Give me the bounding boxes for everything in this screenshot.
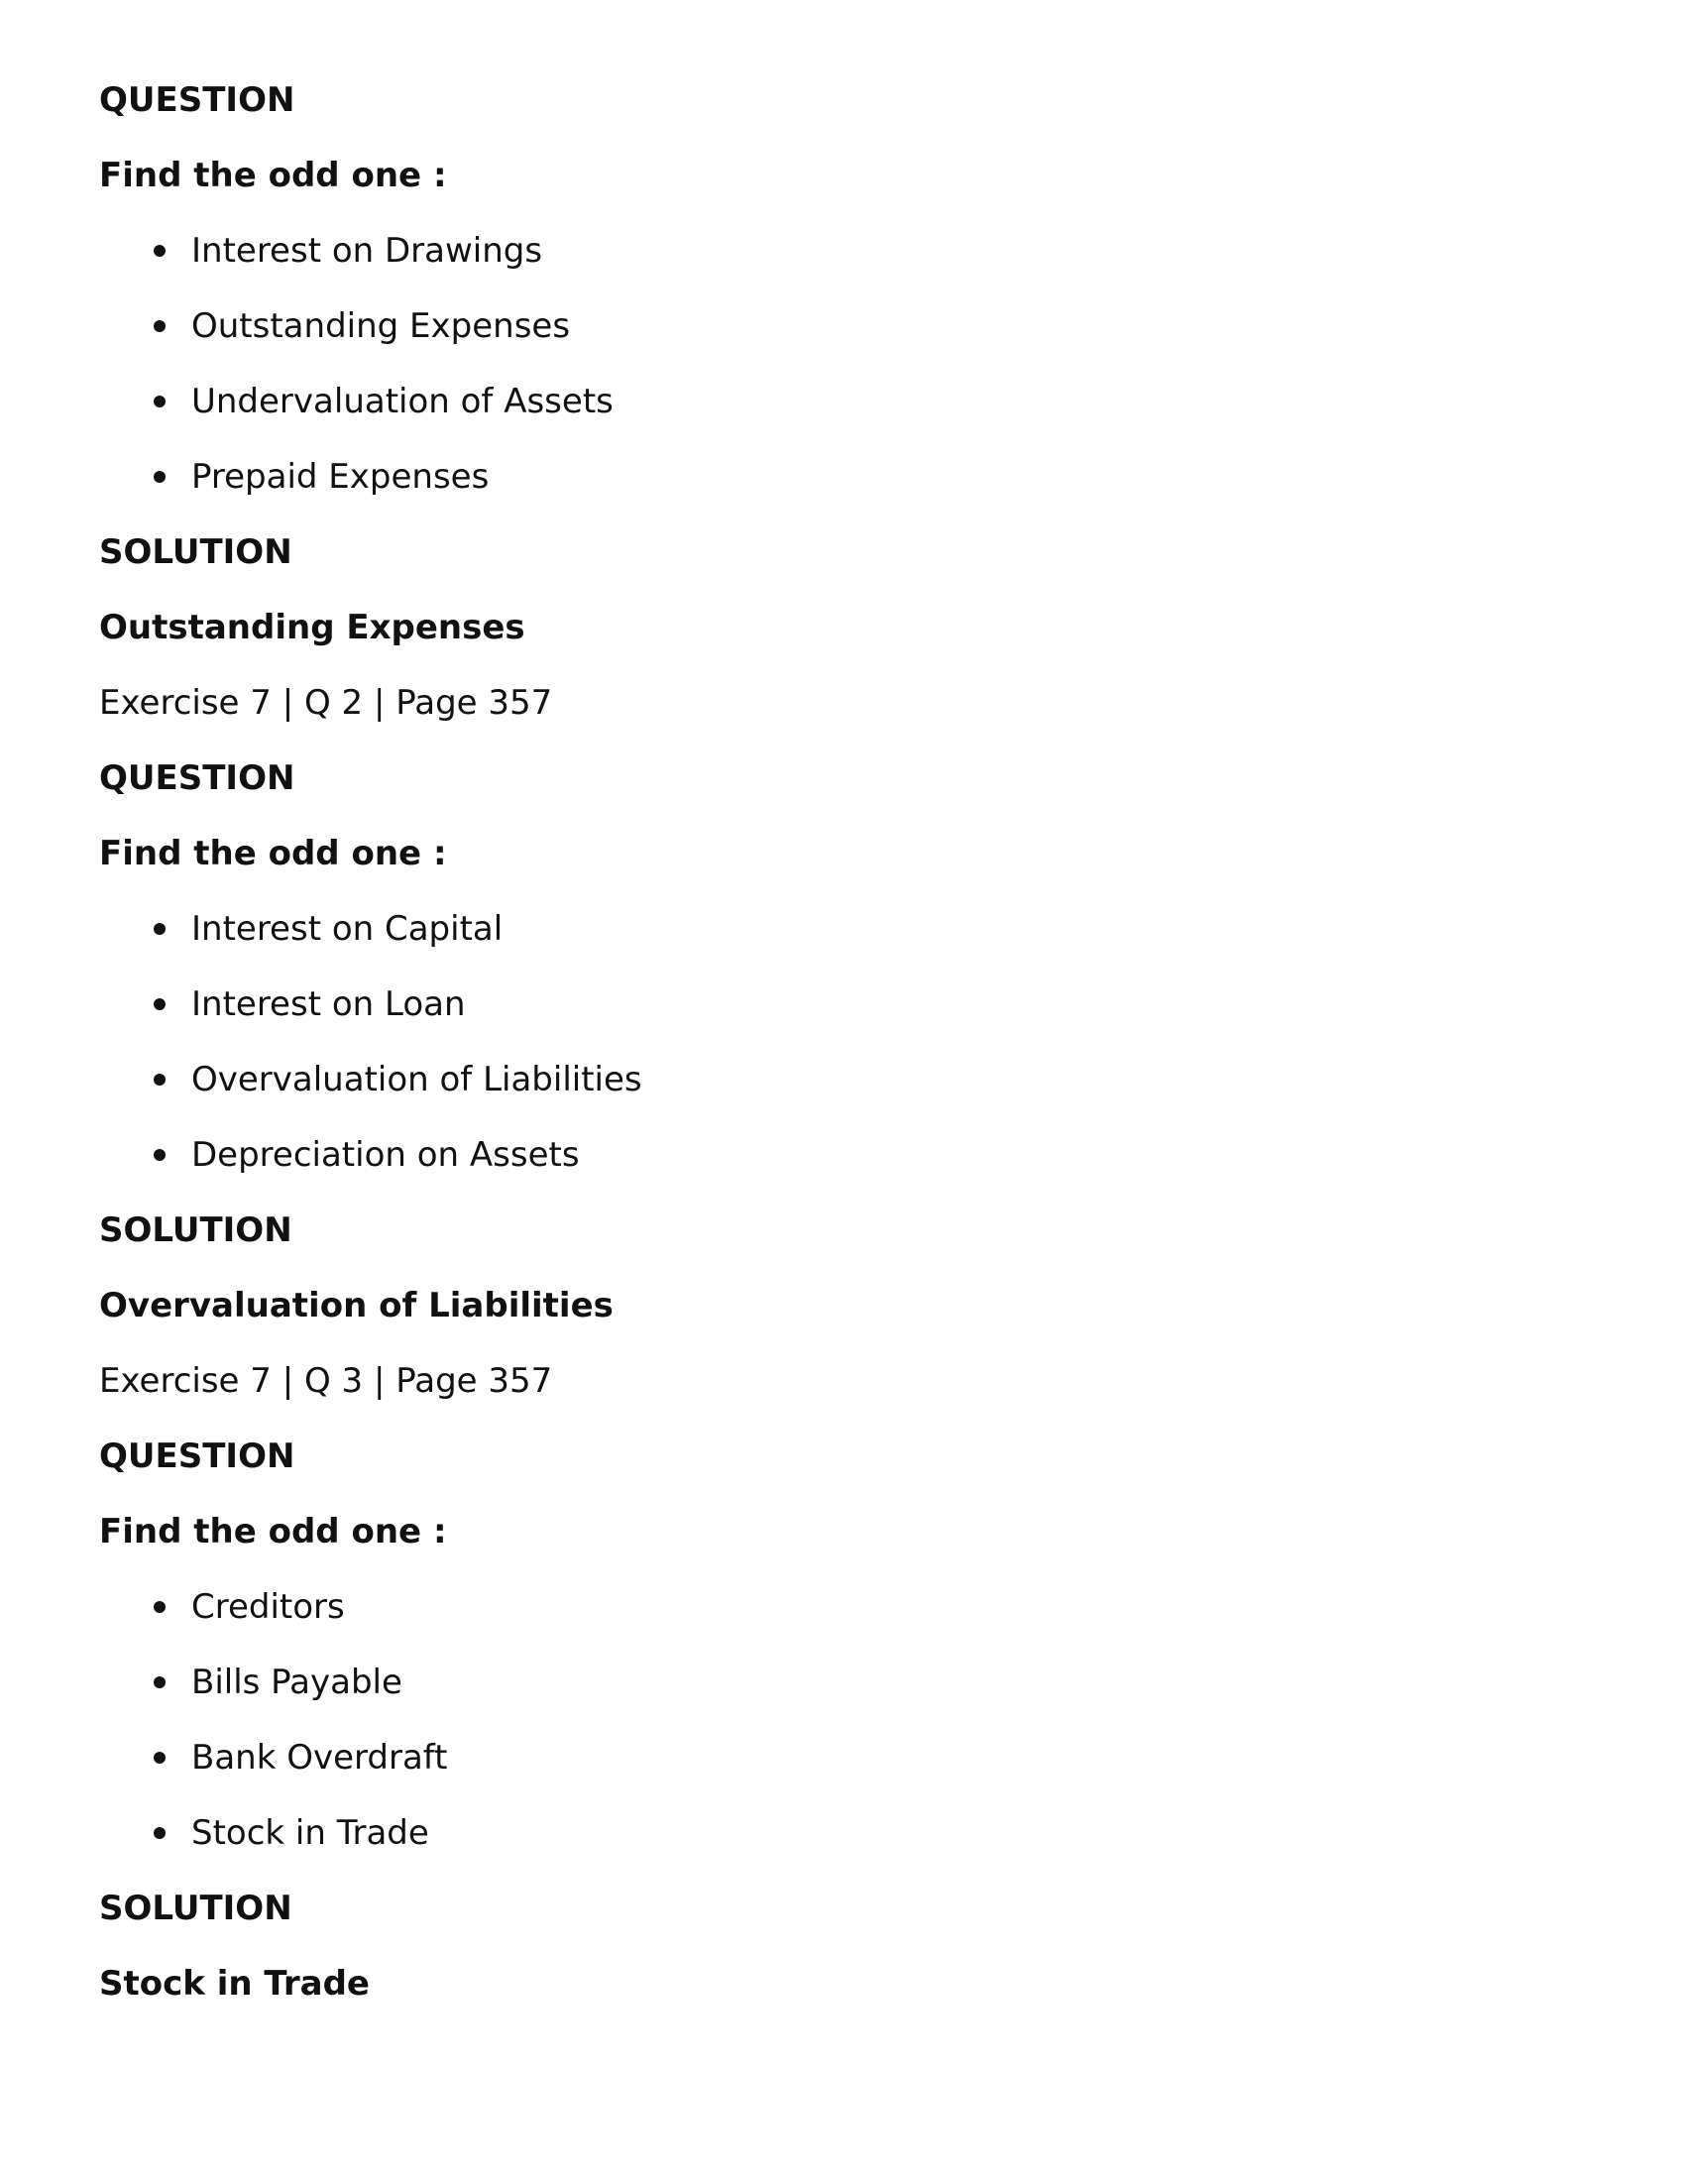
option-item bbox=[154, 380, 614, 423]
question-prompt: Find the odd one : bbox=[99, 1512, 447, 1552]
option-text: Interest on Capital bbox=[191, 909, 504, 949]
bullet-icon bbox=[154, 245, 166, 257]
bullet-icon bbox=[154, 1827, 166, 1839]
option-item bbox=[154, 1736, 448, 1780]
bullet-icon bbox=[154, 923, 166, 935]
option-text: Interest on Loan bbox=[191, 984, 466, 1024]
option-item bbox=[154, 1585, 345, 1629]
bullet-icon bbox=[154, 1074, 166, 1086]
option-text: Stock in Trade bbox=[191, 1813, 429, 1853]
exercise-reference: Exercise 7 | Q 2 | Page 357 bbox=[99, 683, 553, 723]
question-prompt: Find the odd one : bbox=[99, 156, 447, 195]
option-text: Interest on Drawings bbox=[191, 231, 543, 271]
bullet-icon bbox=[154, 1149, 166, 1161]
question-prompt: Find the odd one : bbox=[99, 834, 447, 873]
exercise-reference: Exercise 7 | Q 3 | Page 357 bbox=[99, 1361, 553, 1401]
option-text: Creditors bbox=[191, 1587, 345, 1627]
option-text: Bank Overdraft bbox=[191, 1738, 448, 1778]
option-item bbox=[154, 982, 466, 1026]
bullet-icon bbox=[154, 471, 166, 483]
option-item bbox=[154, 907, 503, 951]
solution-heading: SOLUTION bbox=[99, 1210, 292, 1250]
option-item bbox=[154, 304, 570, 348]
bullet-icon bbox=[154, 1601, 166, 1613]
option-item bbox=[154, 1661, 402, 1704]
question-heading: QUESTION bbox=[99, 80, 295, 120]
option-text: Overvaluation of Liabilities bbox=[191, 1060, 642, 1099]
solution-heading: SOLUTION bbox=[99, 1889, 292, 1928]
bullet-icon bbox=[154, 320, 166, 332]
option-text: Prepaid Expenses bbox=[191, 457, 490, 497]
solution-answer: Overvaluation of Liabilities bbox=[99, 1286, 614, 1325]
question-heading: QUESTION bbox=[99, 758, 295, 798]
option-item bbox=[154, 1811, 429, 1855]
bullet-icon bbox=[154, 998, 166, 1010]
option-item bbox=[154, 229, 542, 273]
bullet-icon bbox=[154, 1676, 166, 1688]
solution-answer: Stock in Trade bbox=[99, 1964, 370, 2004]
bullet-icon bbox=[154, 1752, 166, 1764]
solution-heading: SOLUTION bbox=[99, 532, 292, 572]
option-text: Outstanding Expenses bbox=[191, 306, 571, 346]
solution-answer: Outstanding Expenses bbox=[99, 608, 525, 647]
bullet-icon bbox=[154, 396, 166, 407]
option-item bbox=[154, 455, 489, 499]
option-text: Undervaluation of Assets bbox=[191, 382, 614, 421]
option-item bbox=[154, 1058, 642, 1101]
question-heading: QUESTION bbox=[99, 1437, 295, 1476]
option-text: Depreciation on Assets bbox=[191, 1135, 580, 1175]
option-text: Bills Payable bbox=[191, 1663, 402, 1702]
option-item bbox=[154, 1133, 580, 1177]
